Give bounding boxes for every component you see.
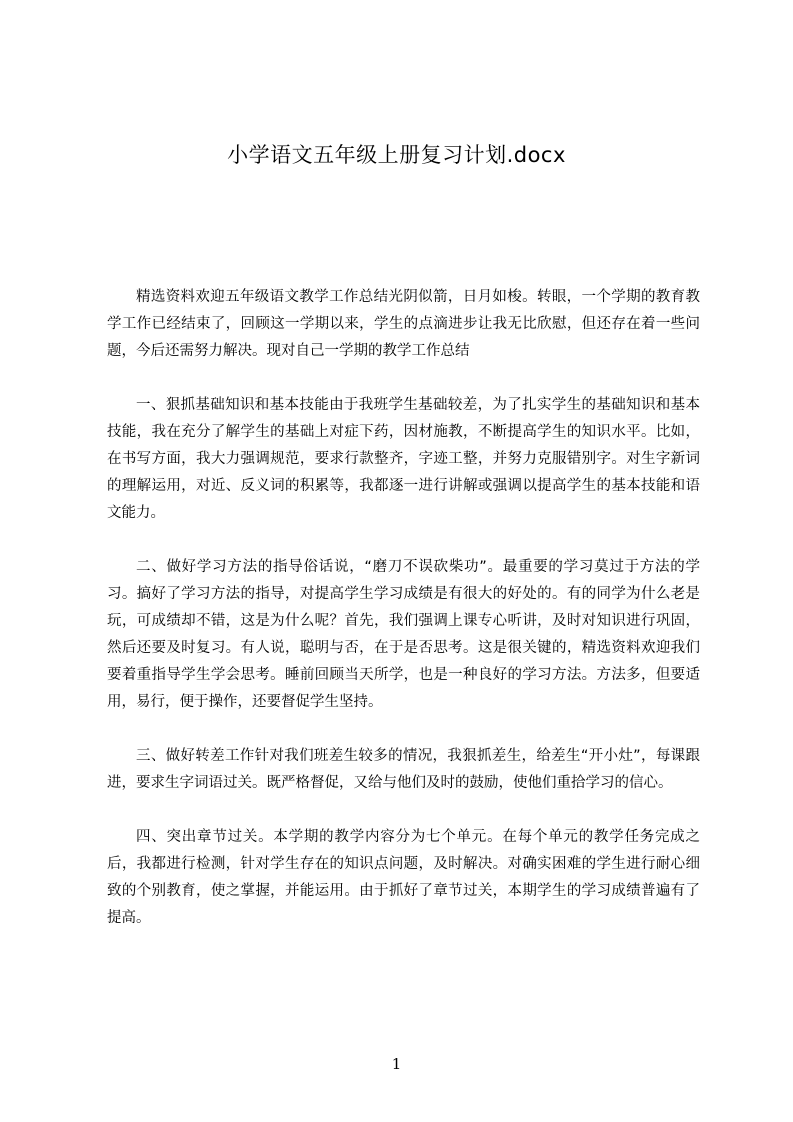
paragraph-section-3: 三、做好转差工作针对我们班差生较多的情况，我狠抓差生，给差生“开小灶”，每课跟进，要求生字词语过关。既严格督促，又给与他们及时的鼓励，使他们重拾学习的信心。	[107, 748, 700, 791]
paragraph-intro: 精选资料欢迎五年级语文教学工作总结光阴似箭，日月如梭。转眼，一个学期的教育教学工作已经结束了，回顾这一学期以来，学生的点滴进步让我无比欣慰，但还存在着一些问题，今后还需努力解决。现对自己一学期的教学工作总结	[107, 289, 700, 359]
page-number: 1	[391, 1055, 402, 1073]
paragraph-section-2: 二、做好学习方法的指导俗话说，“磨刀不误砍柴功”。最重要的学习莫过于方法的学习。搞好了学习方法的指导，对提高学生学习成绩是有很大的好处的。有的同学为什么老是玩，可成绩却不错，这是为什么呢？首先，我们强调上课专心听讲，及时对知识进行巩固，然后还要及时复习。有人说，聪明与否，在于是否思考。这是很关键的，精选资料欢迎我们要着重指导学生学会思考。睡前回顾当天所学，也是一种良好的学习方法。方法多，但要适用，易行，便于操作，还要督促学生坚持。	[107, 559, 700, 710]
document-body	[107, 284, 700, 959]
paragraph-section-4: 四、突出章节过关。本学期的教学内容分为七个单元。在每个单元的教学任务完成之后，我都进行检测，针对学生存在的知识点问题，及时解决。对确实困难的学生进行耐心细致的个别教育，使之掌握，并能运用。由于抓好了章节过关，本期学生的学习成绩普遍有了提高。	[107, 829, 700, 926]
paragraph-section-1: 一、狠抓基础知识和基本技能由于我班学生基础较差，为了扎实学生的基础知识和基本技能，我在充分了解学生的基础上对症下药，因材施教，不断提高学生的知识水平。比如，在书写方面，我大力强调规范，要求行款整齐，字迹工整，并努力克服错别字。对生字新词的理解运用，对近、反义词的积累等，我都逐一进行讲解或强调以提高学生的基本技能和语文能力。	[107, 397, 700, 521]
document-title: 小学语文五年级上册复习计划.docx	[227, 143, 566, 167]
